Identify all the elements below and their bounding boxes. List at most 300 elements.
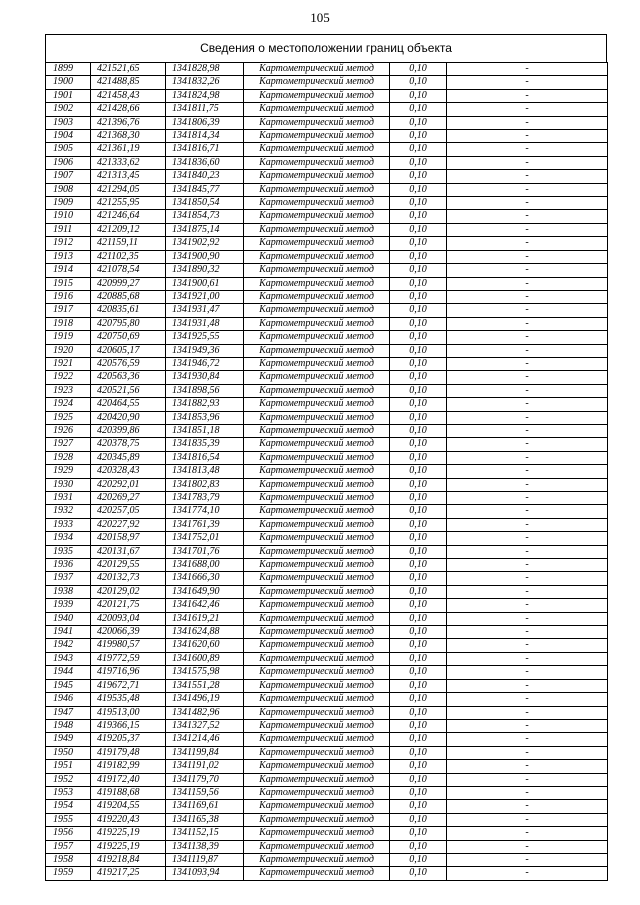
x-coordinate-cell: 420328,43 [91, 465, 166, 478]
point-number-cell: 1951 [46, 760, 91, 773]
point-number-cell: 1956 [46, 827, 91, 840]
point-number-cell: 1922 [46, 371, 91, 384]
table-row [46, 304, 608, 317]
description-cell: - [447, 639, 608, 652]
x-coordinate-cell: 419716,96 [91, 666, 166, 679]
accuracy-cell: 0,10 [390, 103, 447, 116]
method-cell: Картометрический метод [244, 76, 390, 89]
y-coordinate-cell: 1341701,76 [166, 545, 244, 558]
accuracy-cell: 0,10 [390, 559, 447, 572]
method-cell: Картометрический метод [244, 666, 390, 679]
method-cell: Картометрический метод [244, 652, 390, 665]
point-number-cell: 1953 [46, 786, 91, 799]
y-coordinate-cell: 1341688,00 [166, 559, 244, 572]
description-cell: - [447, 585, 608, 598]
x-coordinate-cell: 421246,64 [91, 210, 166, 223]
method-cell: Картометрический метод [244, 223, 390, 236]
table-row [46, 197, 608, 210]
description-cell: - [447, 76, 608, 89]
point-number-cell: 1947 [46, 706, 91, 719]
description-cell: - [447, 304, 608, 317]
table-row [46, 719, 608, 732]
table-row [46, 853, 608, 866]
x-coordinate-cell: 420521,56 [91, 384, 166, 397]
accuracy-cell: 0,10 [390, 585, 447, 598]
y-coordinate-cell: 1341930,84 [166, 371, 244, 384]
x-coordinate-cell: 421368,30 [91, 130, 166, 143]
y-coordinate-cell: 1341813,48 [166, 465, 244, 478]
method-cell: Картометрический метод [244, 197, 390, 210]
x-coordinate-cell: 419220,43 [91, 813, 166, 826]
method-cell: Картометрический метод [244, 451, 390, 464]
table-row [46, 773, 608, 786]
table-row [46, 666, 608, 679]
method-cell: Картометрический метод [244, 505, 390, 518]
point-number-cell: 1912 [46, 237, 91, 250]
method-cell: Картометрический метод [244, 518, 390, 531]
description-cell: - [447, 746, 608, 759]
description-cell: - [447, 800, 608, 813]
point-number-cell: 1945 [46, 679, 91, 692]
method-cell: Картометрический метод [244, 492, 390, 505]
accuracy-cell: 0,10 [390, 626, 447, 639]
table-row [46, 760, 608, 773]
table-row [46, 156, 608, 169]
method-cell: Картометрический метод [244, 170, 390, 183]
description-cell: - [447, 465, 608, 478]
x-coordinate-cell: 421428,66 [91, 103, 166, 116]
method-cell: Картометрический метод [244, 827, 390, 840]
x-coordinate-cell: 421159,11 [91, 237, 166, 250]
x-coordinate-cell: 420131,67 [91, 545, 166, 558]
description-cell: - [447, 237, 608, 250]
y-coordinate-cell: 1341551,28 [166, 679, 244, 692]
y-coordinate-cell: 1341931,47 [166, 304, 244, 317]
x-coordinate-cell: 421458,43 [91, 89, 166, 102]
point-number-cell: 1909 [46, 197, 91, 210]
point-number-cell: 1913 [46, 250, 91, 263]
description-cell: - [447, 357, 608, 370]
description-cell: - [447, 170, 608, 183]
accuracy-cell: 0,10 [390, 800, 447, 813]
table-body [46, 63, 608, 881]
accuracy-cell: 0,10 [390, 384, 447, 397]
y-coordinate-cell: 1341575,98 [166, 666, 244, 679]
accuracy-cell: 0,10 [390, 639, 447, 652]
y-coordinate-cell: 1341169,61 [166, 800, 244, 813]
method-cell: Картометрический метод [244, 760, 390, 773]
table-row [46, 626, 608, 639]
table-row [46, 639, 608, 652]
x-coordinate-cell: 419205,37 [91, 733, 166, 746]
x-coordinate-cell: 421209,12 [91, 223, 166, 236]
description-cell: - [447, 317, 608, 330]
method-cell: Картометрический метод [244, 89, 390, 102]
y-coordinate-cell: 1341191,02 [166, 760, 244, 773]
table-row [46, 89, 608, 102]
point-number-cell: 1946 [46, 693, 91, 706]
table-row [46, 478, 608, 491]
description-cell: - [447, 478, 608, 491]
y-coordinate-cell: 1341925,55 [166, 331, 244, 344]
table-row [46, 679, 608, 692]
x-coordinate-cell: 420292,01 [91, 478, 166, 491]
y-coordinate-cell: 1341900,61 [166, 277, 244, 290]
description-cell: - [447, 773, 608, 786]
point-number-cell: 1917 [46, 304, 91, 317]
method-cell: Картометрический метод [244, 719, 390, 732]
y-coordinate-cell: 1341898,56 [166, 384, 244, 397]
table-row [46, 559, 608, 572]
description-cell: - [447, 290, 608, 303]
accuracy-cell: 0,10 [390, 344, 447, 357]
method-cell: Картометрический метод [244, 559, 390, 572]
method-cell: Картометрический метод [244, 103, 390, 116]
x-coordinate-cell: 420605,17 [91, 344, 166, 357]
accuracy-cell: 0,10 [390, 264, 447, 277]
accuracy-cell: 0,10 [390, 719, 447, 732]
description-cell: - [447, 223, 608, 236]
table-row [46, 277, 608, 290]
description-cell: - [447, 250, 608, 263]
x-coordinate-cell: 420269,27 [91, 492, 166, 505]
point-number-cell: 1938 [46, 585, 91, 598]
x-coordinate-cell: 420093,04 [91, 612, 166, 625]
accuracy-cell: 0,10 [390, 451, 447, 464]
point-number-cell: 1954 [46, 800, 91, 813]
accuracy-cell: 0,10 [390, 492, 447, 505]
x-coordinate-cell: 419513,00 [91, 706, 166, 719]
y-coordinate-cell: 1341482,96 [166, 706, 244, 719]
x-coordinate-cell: 420121,75 [91, 599, 166, 612]
x-coordinate-cell: 419366,15 [91, 719, 166, 732]
accuracy-cell: 0,10 [390, 518, 447, 531]
point-number-cell: 1919 [46, 331, 91, 344]
description-cell: - [447, 518, 608, 531]
point-number-cell: 1901 [46, 89, 91, 102]
description-cell: - [447, 183, 608, 196]
y-coordinate-cell: 1341845,77 [166, 183, 244, 196]
description-cell: - [447, 344, 608, 357]
method-cell: Картометрический метод [244, 210, 390, 223]
table-row [46, 518, 608, 531]
table-row [46, 438, 608, 451]
y-coordinate-cell: 1341138,39 [166, 840, 244, 853]
y-coordinate-cell: 1341600,89 [166, 652, 244, 665]
accuracy-cell: 0,10 [390, 532, 447, 545]
y-coordinate-cell: 1341327,52 [166, 719, 244, 732]
description-cell: - [447, 867, 608, 880]
point-number-cell: 1918 [46, 317, 91, 330]
x-coordinate-cell: 419204,55 [91, 800, 166, 813]
table-row [46, 384, 608, 397]
y-coordinate-cell: 1341165,38 [166, 813, 244, 826]
description-cell: - [447, 532, 608, 545]
point-number-cell: 1900 [46, 76, 91, 89]
point-number-cell: 1942 [46, 639, 91, 652]
y-coordinate-cell: 1341890,32 [166, 264, 244, 277]
table-row [46, 130, 608, 143]
description-cell: - [447, 63, 608, 76]
table-row [46, 103, 608, 116]
method-cell: Картометрический метод [244, 465, 390, 478]
x-coordinate-cell: 421255,95 [91, 197, 166, 210]
boundary-points-table [45, 62, 608, 881]
table-row [46, 492, 608, 505]
point-number-cell: 1939 [46, 599, 91, 612]
x-coordinate-cell: 420750,69 [91, 331, 166, 344]
method-cell: Картометрический метод [244, 572, 390, 585]
section-title: Сведения о местоположении границ объекта [45, 34, 607, 62]
table-row [46, 733, 608, 746]
table-row [46, 746, 608, 759]
y-coordinate-cell: 1341642,46 [166, 599, 244, 612]
y-coordinate-cell: 1341816,54 [166, 451, 244, 464]
point-number-cell: 1902 [46, 103, 91, 116]
method-cell: Картометрический метод [244, 813, 390, 826]
accuracy-cell: 0,10 [390, 250, 447, 263]
description-cell: - [447, 411, 608, 424]
y-coordinate-cell: 1341152,15 [166, 827, 244, 840]
x-coordinate-cell: 419772,59 [91, 652, 166, 665]
description-cell: - [447, 626, 608, 639]
description-cell: - [447, 652, 608, 665]
method-cell: Картометрический метод [244, 130, 390, 143]
table-row [46, 317, 608, 330]
accuracy-cell: 0,10 [390, 545, 447, 558]
description-cell: - [447, 706, 608, 719]
method-cell: Картометрический метод [244, 585, 390, 598]
point-number-cell: 1907 [46, 170, 91, 183]
y-coordinate-cell: 1341666,30 [166, 572, 244, 585]
accuracy-cell: 0,10 [390, 666, 447, 679]
x-coordinate-cell: 420129,55 [91, 559, 166, 572]
table-row [46, 585, 608, 598]
y-coordinate-cell: 1341946,72 [166, 357, 244, 370]
description-cell: - [447, 505, 608, 518]
y-coordinate-cell: 1341624,88 [166, 626, 244, 639]
y-coordinate-cell: 1341761,39 [166, 518, 244, 531]
table-row [46, 800, 608, 813]
point-number-cell: 1958 [46, 853, 91, 866]
y-coordinate-cell: 1341853,96 [166, 411, 244, 424]
point-number-cell: 1924 [46, 398, 91, 411]
method-cell: Картометрический метод [244, 344, 390, 357]
table-row [46, 532, 608, 545]
description-cell: - [447, 197, 608, 210]
y-coordinate-cell: 1341875,14 [166, 223, 244, 236]
accuracy-cell: 0,10 [390, 652, 447, 665]
method-cell: Картометрический метод [244, 411, 390, 424]
method-cell: Картометрический метод [244, 786, 390, 799]
point-number-cell: 1899 [46, 63, 91, 76]
method-cell: Картометрический метод [244, 639, 390, 652]
method-cell: Картометрический метод [244, 532, 390, 545]
accuracy-cell: 0,10 [390, 304, 447, 317]
accuracy-cell: 0,10 [390, 357, 447, 370]
y-coordinate-cell: 1341496,19 [166, 693, 244, 706]
method-cell: Картометрический метод [244, 384, 390, 397]
table-row [46, 693, 608, 706]
y-coordinate-cell: 1341214,46 [166, 733, 244, 746]
accuracy-cell: 0,10 [390, 840, 447, 853]
accuracy-cell: 0,10 [390, 290, 447, 303]
description-cell: - [447, 853, 608, 866]
description-cell: - [447, 438, 608, 451]
point-number-cell: 1914 [46, 264, 91, 277]
accuracy-cell: 0,10 [390, 223, 447, 236]
x-coordinate-cell: 421361,19 [91, 143, 166, 156]
accuracy-cell: 0,10 [390, 170, 447, 183]
point-number-cell: 1948 [46, 719, 91, 732]
x-coordinate-cell: 421521,65 [91, 63, 166, 76]
point-number-cell: 1949 [46, 733, 91, 746]
point-number-cell: 1936 [46, 559, 91, 572]
point-number-cell: 1950 [46, 746, 91, 759]
point-number-cell: 1944 [46, 666, 91, 679]
boundary-table-frame [45, 34, 607, 881]
accuracy-cell: 0,10 [390, 143, 447, 156]
method-cell: Картометрический метод [244, 371, 390, 384]
table-row [46, 411, 608, 424]
x-coordinate-cell: 420464,55 [91, 398, 166, 411]
accuracy-cell: 0,10 [390, 130, 447, 143]
table-row [46, 357, 608, 370]
table-row [46, 264, 608, 277]
point-number-cell: 1926 [46, 424, 91, 437]
point-number-cell: 1943 [46, 652, 91, 665]
x-coordinate-cell: 420227,92 [91, 518, 166, 531]
y-coordinate-cell: 1341783,79 [166, 492, 244, 505]
x-coordinate-cell: 419217,25 [91, 867, 166, 880]
point-number-cell: 1923 [46, 384, 91, 397]
x-coordinate-cell: 421078,54 [91, 264, 166, 277]
description-cell: - [447, 733, 608, 746]
x-coordinate-cell: 419225,19 [91, 827, 166, 840]
accuracy-cell: 0,10 [390, 679, 447, 692]
y-coordinate-cell: 1341851,18 [166, 424, 244, 437]
y-coordinate-cell: 1341854,73 [166, 210, 244, 223]
y-coordinate-cell: 1341816,71 [166, 143, 244, 156]
y-coordinate-cell: 1341814,34 [166, 130, 244, 143]
method-cell: Картометрический метод [244, 250, 390, 263]
x-coordinate-cell: 420576,59 [91, 357, 166, 370]
page-number: 105 [310, 10, 330, 25]
point-number-cell: 1905 [46, 143, 91, 156]
accuracy-cell: 0,10 [390, 156, 447, 169]
accuracy-cell: 0,10 [390, 438, 447, 451]
x-coordinate-cell: 420399,86 [91, 424, 166, 437]
y-coordinate-cell: 1341774,10 [166, 505, 244, 518]
description-cell: - [447, 331, 608, 344]
method-cell: Картометрический метод [244, 331, 390, 344]
x-coordinate-cell: 420132,73 [91, 572, 166, 585]
accuracy-cell: 0,10 [390, 786, 447, 799]
method-cell: Картометрический метод [244, 679, 390, 692]
table-row [46, 505, 608, 518]
description-cell: - [447, 693, 608, 706]
method-cell: Картометрический метод [244, 733, 390, 746]
y-coordinate-cell: 1341832,26 [166, 76, 244, 89]
description-cell: - [447, 451, 608, 464]
point-number-cell: 1916 [46, 290, 91, 303]
method-cell: Картометрический метод [244, 304, 390, 317]
x-coordinate-cell: 421313,45 [91, 170, 166, 183]
table-row [46, 786, 608, 799]
x-coordinate-cell: 419225,19 [91, 840, 166, 853]
accuracy-cell: 0,10 [390, 197, 447, 210]
table-row [46, 344, 608, 357]
y-coordinate-cell: 1341811,75 [166, 103, 244, 116]
y-coordinate-cell: 1341620,60 [166, 639, 244, 652]
x-coordinate-cell: 420420,90 [91, 411, 166, 424]
accuracy-cell: 0,10 [390, 813, 447, 826]
y-coordinate-cell: 1341649,90 [166, 585, 244, 598]
y-coordinate-cell: 1341806,39 [166, 116, 244, 129]
method-cell: Картометрический метод [244, 63, 390, 76]
description-cell: - [447, 719, 608, 732]
table-row [46, 237, 608, 250]
accuracy-cell: 0,10 [390, 183, 447, 196]
y-coordinate-cell: 1341949,36 [166, 344, 244, 357]
table-row [46, 612, 608, 625]
point-number-cell: 1915 [46, 277, 91, 290]
table-row [46, 170, 608, 183]
table-row [46, 250, 608, 263]
point-number-cell: 1927 [46, 438, 91, 451]
y-coordinate-cell: 1341199,84 [166, 746, 244, 759]
method-cell: Картометрический метод [244, 693, 390, 706]
x-coordinate-cell: 420158,97 [91, 532, 166, 545]
point-number-cell: 1934 [46, 532, 91, 545]
table-row [46, 867, 608, 880]
method-cell: Картометрический метод [244, 237, 390, 250]
point-number-cell: 1906 [46, 156, 91, 169]
x-coordinate-cell: 420885,68 [91, 290, 166, 303]
description-cell: - [447, 264, 608, 277]
x-coordinate-cell: 421102,35 [91, 250, 166, 263]
y-coordinate-cell: 1341828,98 [166, 63, 244, 76]
method-cell: Картометрический метод [244, 867, 390, 880]
method-cell: Картометрический метод [244, 612, 390, 625]
y-coordinate-cell: 1341159,56 [166, 786, 244, 799]
description-cell: - [447, 545, 608, 558]
accuracy-cell: 0,10 [390, 331, 447, 344]
accuracy-cell: 0,10 [390, 733, 447, 746]
description-cell: - [447, 116, 608, 129]
y-coordinate-cell: 1341802,83 [166, 478, 244, 491]
description-cell: - [447, 813, 608, 826]
point-number-cell: 1937 [46, 572, 91, 585]
y-coordinate-cell: 1341840,23 [166, 170, 244, 183]
description-cell: - [447, 143, 608, 156]
y-coordinate-cell: 1341921,00 [166, 290, 244, 303]
accuracy-cell: 0,10 [390, 465, 447, 478]
point-number-cell: 1935 [46, 545, 91, 558]
x-coordinate-cell: 421396,76 [91, 116, 166, 129]
method-cell: Картометрический метод [244, 853, 390, 866]
method-cell: Картометрический метод [244, 290, 390, 303]
y-coordinate-cell: 1341752,01 [166, 532, 244, 545]
y-coordinate-cell: 1341931,48 [166, 317, 244, 330]
method-cell: Картометрический метод [244, 599, 390, 612]
y-coordinate-cell: 1341179,70 [166, 773, 244, 786]
point-number-cell: 1955 [46, 813, 91, 826]
x-coordinate-cell: 420378,75 [91, 438, 166, 451]
description-cell: - [447, 156, 608, 169]
accuracy-cell: 0,10 [390, 867, 447, 880]
accuracy-cell: 0,10 [390, 76, 447, 89]
